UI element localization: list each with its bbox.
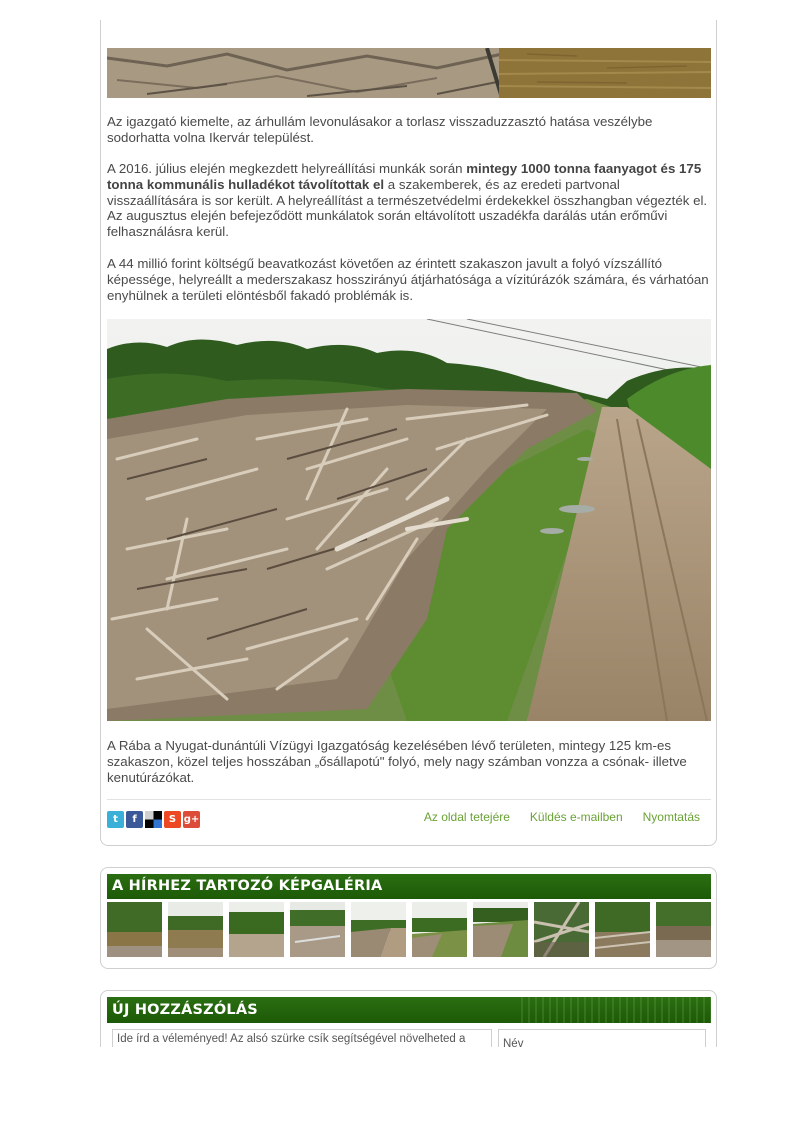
- gallery-thumbnail[interactable]: [595, 902, 650, 957]
- gallery-thumbnail[interactable]: [107, 902, 162, 957]
- comment-title-text: ÚJ HOZZÁSZÓLÁS: [112, 1002, 258, 1018]
- article-actions: [424, 810, 700, 824]
- paragraph-4: A Rába a Nyugat-dunántúli Vízügyi Igazgatóság kezelésében lévő területen, mintegy 125 km-es szakaszon, közel teljes hosszában „ősállapotú" folyó, mely nagy számban vonzza a csónak- illetve kenutúrázókat.: [107, 738, 687, 785]
- decorative-pattern: [521, 997, 711, 1023]
- footer-divider: [107, 799, 711, 800]
- gallery-thumbnail[interactable]: [412, 902, 467, 957]
- page-bottom: [0, 1047, 793, 1122]
- social-share: [107, 811, 200, 828]
- comment-title: [107, 997, 711, 1023]
- send-email-link[interactable]: Küldés e-mailben: [529, 810, 623, 824]
- gallery-thumbnail[interactable]: [290, 902, 345, 957]
- paragraph-2-highlight: mintegy 1000 tonna faanyagot és 175 tonna kommunális hulladékot távolítottak el: [107, 161, 702, 192]
- print-link[interactable]: Nyomtatás: [642, 810, 700, 824]
- twitter-icon[interactable]: t: [107, 811, 124, 828]
- gallery-thumbnail[interactable]: [656, 902, 711, 957]
- gallery-thumbnail[interactable]: [351, 902, 406, 957]
- gallery-thumbnail[interactable]: [473, 902, 528, 957]
- article-main-photo: [107, 319, 711, 721]
- facebook-icon[interactable]: f: [126, 811, 143, 828]
- gallery-thumbnails: [107, 902, 711, 957]
- gallery-thumbnail[interactable]: [168, 902, 223, 957]
- paragraph-2-lead: A 2016. július elején megkezdett helyreállítási munkák során: [107, 161, 467, 176]
- article-top-photo: [107, 48, 711, 98]
- gallery-title: A HÍRHEZ TARTOZÓ KÉPGALÉRIA: [107, 874, 711, 899]
- delicious-icon[interactable]: [145, 811, 162, 828]
- gallery-thumbnail[interactable]: [534, 902, 589, 957]
- gallery-card: [100, 867, 717, 969]
- paragraph-2-rest: a szakemberek, és az eredeti partvonal visszaállítására is sor került. A helyreállítást a természetvédelmi érdekekkel összhangban végezték el. Az augusztus elején befejeződött munkálatok során eltávolított uszadékfa darálás után erőművi felhasználásra kerül.: [107, 176, 708, 240]
- gallery-thumbnail[interactable]: [229, 902, 284, 957]
- paragraph-3: A 44 millió forint költségű beavatkozást követően az érintett szakaszon javult a folyó vízszállító képessége, helyreállt a mederszakasz hosszirányú átjárhatósága a vízitúrázók számára, és várhatóan enyhülnek a területi elöntésből fakadó problémák is.: [107, 256, 709, 303]
- paragraph-2: [107, 161, 711, 240]
- paragraph-1: Az igazgató kiemelte, az árhullám levonulásakor a torlasz visszaduzzasztó hatása veszélybe sodorhatta volna Ikervár települést.: [107, 114, 653, 145]
- back-to-top-link[interactable]: Az oldal tetejére: [423, 810, 510, 824]
- article-card: [100, 20, 717, 846]
- stumbleupon-icon[interactable]: S: [164, 811, 181, 828]
- google-plus-icon[interactable]: g+: [183, 811, 200, 828]
